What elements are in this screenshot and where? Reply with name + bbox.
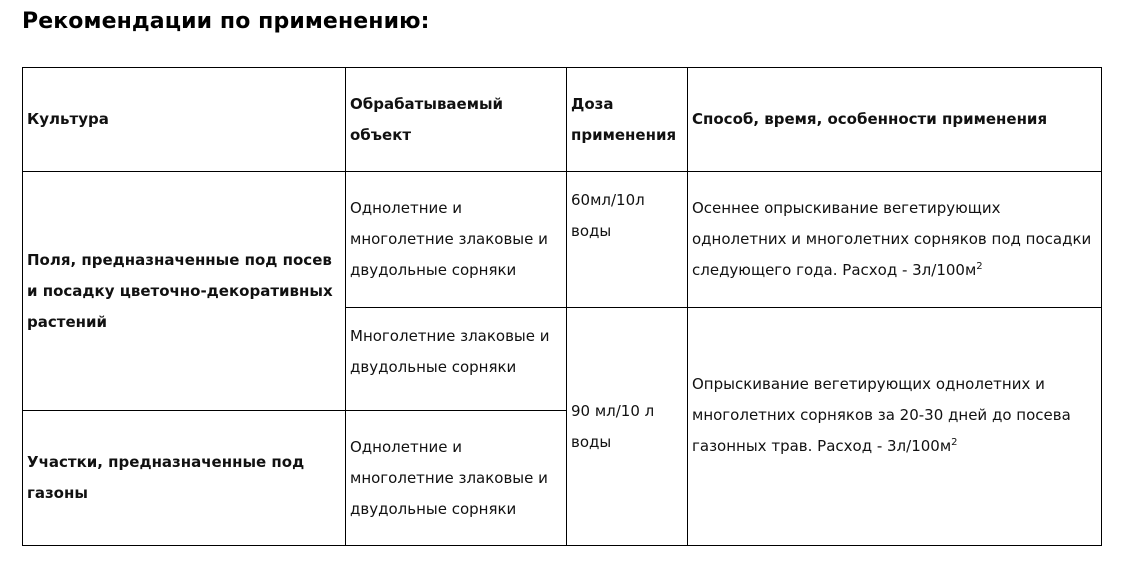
method-text: Осеннее опрыскивание вегетирующих однолетних и многолетних сорняков под посадки следующего года. Расход - 3л/100м [692,199,1092,279]
culture-cell: Участки, предназначенные под газоны [23,411,346,546]
method-cell [688,308,1102,546]
header-dose: Доза применения [567,68,688,172]
recommendations-table [22,67,1102,546]
table-header-row [23,68,1102,172]
method-cell [688,172,1102,308]
header-culture: Культура [23,68,346,172]
culture-cell: Поля, предназначенные под посев и посадку цветочно-декоративных растений [23,172,346,411]
method-superscript: 2 [976,261,983,272]
method-superscript: 2 [951,437,958,448]
dose-cell: 60мл/10л воды [567,172,688,308]
table-row [23,172,1102,308]
method-text: Опрыскивание вегетирующих однолетних и многолетних сорняков за 20-30 дней до посева газонных трав. Расход - 3л/100м [692,375,1071,455]
dose-cell: 90 мл/10 л воды [567,308,688,546]
header-method: Способ, время, особенности применения [688,68,1102,172]
object-cell: Многолетние злаковые и двудольные сорняки [346,308,567,411]
object-cell: Однолетние и многолетние злаковые и двудольные сорняки [346,172,567,308]
object-cell: Однолетние и многолетние злаковые и двудольные сорняки [346,411,567,546]
page-title: Рекомендации по применению: [22,9,430,34]
header-object: Обрабатываемый объект [346,68,567,172]
